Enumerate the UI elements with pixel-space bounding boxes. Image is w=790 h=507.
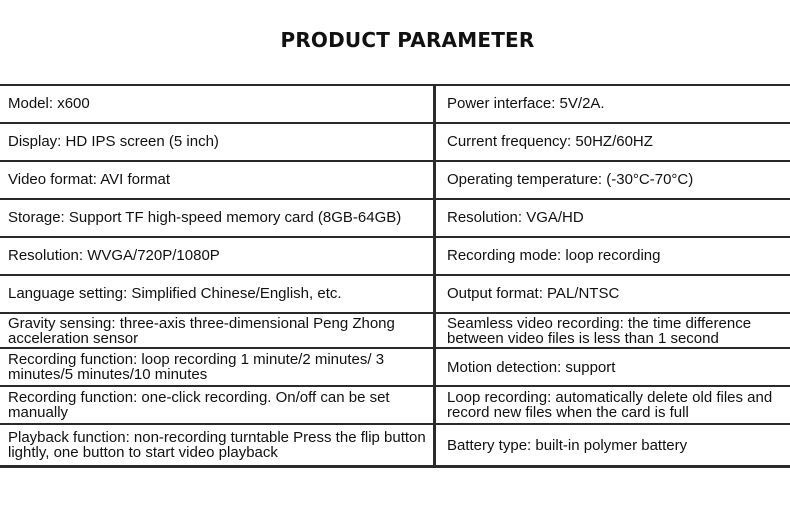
table-cell: Playback function: non-recording turntable Press the flip button lightly, one button to start video playback — [0, 424, 435, 466]
table-row — [0, 237, 790, 275]
parameter-table — [0, 84, 790, 468]
table-cell: Current frequency: 50HZ/60HZ — [435, 123, 790, 161]
table-cell: Output format: PAL/NTSC — [435, 275, 790, 313]
table-row — [0, 199, 790, 237]
table-row — [0, 348, 790, 386]
table-cell: Language setting: Simplified Chinese/English, etc. — [0, 275, 435, 313]
table-row — [0, 123, 790, 161]
table-cell: Seamless video recording: the time difference between video files is less than 1 second — [435, 313, 790, 349]
table-cell: Resolution: WVGA/720P/1080P — [0, 237, 435, 275]
table-cell: Operating temperature: (-30°C-70°C) — [435, 161, 790, 199]
table-row — [0, 85, 790, 123]
table-row — [0, 275, 790, 313]
table-cell: Loop recording: automatically delete old files and record new files when the card is full — [435, 386, 790, 424]
table-cell: Recording function: loop recording 1 minute/2 minutes/ 3 minutes/5 minutes/10 minutes — [0, 348, 435, 386]
table-cell: Display: HD IPS screen (5 inch) — [0, 123, 435, 161]
table-cell: Recording function: one-click recording. On/off can be set manually — [0, 386, 435, 424]
table-row — [0, 313, 790, 349]
table-cell: Model: x600 — [0, 85, 435, 123]
page-title: PRODUCT PARAMETER — [280, 28, 535, 52]
table-row — [0, 424, 790, 466]
table-cell: Power interface: 5V/2A. — [435, 85, 790, 123]
table-cell: Battery type: built-in polymer battery — [435, 424, 790, 466]
table-cell: Motion detection: support — [435, 348, 790, 386]
table-row — [0, 386, 790, 424]
table-cell: Gravity sensing: three-axis three-dimensional Peng Zhong acceleration sensor — [0, 313, 435, 349]
table-cell: Storage: Support TF high-speed memory card (8GB-64GB) — [0, 199, 435, 237]
table-row — [0, 161, 790, 199]
table-cell: Resolution: VGA/HD — [435, 199, 790, 237]
table-cell: Video format: AVI format — [0, 161, 435, 199]
table-cell: Recording mode: loop recording — [435, 237, 790, 275]
